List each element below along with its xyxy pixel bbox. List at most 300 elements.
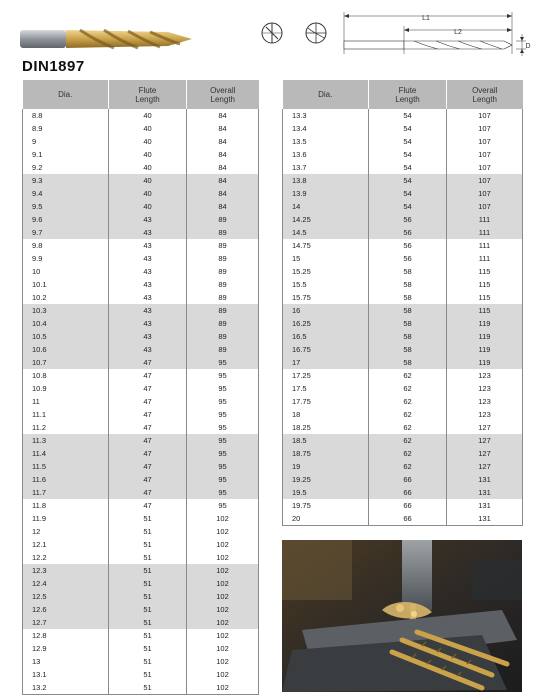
- drill-end-view-icon: [258, 18, 338, 48]
- dia-cell: 9.4: [23, 187, 109, 200]
- overall-length-cell: 119: [447, 356, 523, 369]
- flute-length-cell: 51: [109, 681, 187, 695]
- table-row: [23, 317, 259, 330]
- table-row: [23, 252, 259, 265]
- flute-length-cell: 47: [109, 499, 187, 512]
- dia-cell: 10.8: [32, 371, 47, 380]
- overall-length-cell: 111: [447, 213, 523, 226]
- overall-length-cell: 107: [447, 174, 523, 187]
- dia-cell: 11.3: [23, 434, 109, 447]
- dia-cell: 18.5: [283, 434, 369, 447]
- table-row: [23, 122, 259, 135]
- table-row: [23, 395, 259, 408]
- flute-length-cell: 43: [109, 252, 187, 265]
- flute-length-cell: 54: [369, 174, 447, 187]
- table-row: [23, 109, 259, 122]
- flute-length-cell: 62: [369, 447, 447, 460]
- overall-length-cell: 131: [447, 473, 523, 486]
- flute-length-cell: 40: [109, 200, 187, 213]
- dia-cell: 16.5: [283, 330, 369, 343]
- dia-cell: 10: [32, 267, 41, 276]
- dia-cell: 13.4: [292, 124, 307, 133]
- dia-cell: 9.8: [32, 241, 43, 250]
- table-row: [23, 239, 259, 252]
- overall-length-cell: 107: [447, 135, 523, 148]
- flute-length-cell: 62: [369, 460, 447, 473]
- flute-length-cell: 47: [109, 434, 187, 447]
- dia-cell: 15: [292, 254, 301, 263]
- flute-length-cell: 51: [109, 655, 187, 668]
- table-row: [283, 291, 523, 304]
- overall-length-cell: 89: [187, 226, 259, 239]
- dia-cell: 19.75: [292, 501, 311, 510]
- dia-cell: 9.1: [32, 150, 43, 159]
- table-row: [23, 681, 259, 695]
- overall-length-cell: 127: [447, 447, 523, 460]
- dia-cell: 13.5: [292, 137, 307, 146]
- table-row: [283, 434, 523, 447]
- right-spec-table: [282, 80, 523, 526]
- table-row: [23, 564, 259, 577]
- table-row: [283, 408, 523, 421]
- table-row: [283, 356, 523, 369]
- table-row: [23, 525, 259, 538]
- machining-photo: [282, 540, 522, 692]
- flute-length-cell: 58: [369, 304, 447, 317]
- overall-length-cell: 119: [447, 343, 523, 356]
- dimension-l1-label: L1: [422, 15, 430, 22]
- dia-cell: 9.9: [32, 254, 43, 263]
- table-row: [23, 382, 259, 395]
- flute-length-cell: 47: [109, 369, 187, 382]
- flute-length-cell: 40: [109, 174, 187, 187]
- overall-length-cell: 102: [187, 655, 259, 668]
- overall-length-cell: 123: [447, 369, 523, 382]
- table-row: [23, 486, 259, 499]
- table-row: [23, 213, 259, 226]
- flute-length-cell: 66: [369, 486, 447, 499]
- flute-length-cell: 51: [109, 642, 187, 655]
- overall-length-cell: 111: [447, 252, 523, 265]
- flute-length-cell: 66: [369, 512, 447, 526]
- overall-length-cell: 115: [447, 265, 523, 278]
- column-header-dia: Dia.: [23, 80, 109, 109]
- table-row: [283, 239, 523, 252]
- flute-length-cell: 56: [369, 239, 447, 252]
- dia-cell: 8.9: [32, 124, 43, 133]
- flute-length-cell: 58: [369, 330, 447, 343]
- table-row: [23, 343, 259, 356]
- table-row: [23, 473, 259, 486]
- overall-length-cell: 102: [187, 512, 259, 525]
- overall-length-cell: 107: [447, 122, 523, 135]
- dia-cell: 12.8: [32, 631, 47, 640]
- flute-length-cell: 43: [109, 226, 187, 239]
- table-row: [23, 447, 259, 460]
- table-row: [283, 200, 523, 213]
- dia-cell: 13.7: [292, 163, 307, 172]
- overall-length-cell: 107: [447, 187, 523, 200]
- table-row: [23, 174, 259, 187]
- overall-length-cell: 89: [187, 252, 259, 265]
- dia-cell: 12.9: [32, 644, 47, 653]
- column-header-flute-length: Flute Length: [109, 80, 187, 109]
- flute-length-cell: 54: [369, 187, 447, 200]
- table-row: [283, 317, 523, 330]
- dia-cell: 12.1: [32, 540, 47, 549]
- flute-length-cell: 54: [369, 122, 447, 135]
- flute-length-cell: 62: [369, 434, 447, 447]
- flute-length-cell: 51: [109, 603, 187, 616]
- overall-length-cell: 89: [187, 304, 259, 317]
- overall-length-cell: 102: [187, 590, 259, 603]
- table-row: [23, 330, 259, 343]
- flute-length-cell: 51: [109, 577, 187, 590]
- dia-cell: 19: [283, 460, 369, 473]
- flute-length-cell: 62: [369, 369, 447, 382]
- dia-cell: 18.75: [283, 447, 369, 460]
- flute-length-cell: 40: [109, 122, 187, 135]
- table-row: [23, 616, 259, 629]
- flute-length-cell: 58: [369, 343, 447, 356]
- flute-length-cell: 56: [369, 252, 447, 265]
- drill-bit-illustration: [18, 26, 198, 52]
- dia-cell: 13.8: [283, 174, 369, 187]
- overall-length-cell: 102: [187, 564, 259, 577]
- table-row: [23, 642, 259, 655]
- dia-cell: 10.1: [32, 280, 47, 289]
- overall-length-cell: 115: [447, 291, 523, 304]
- overall-length-cell: 84: [187, 135, 259, 148]
- dia-cell: 8.8: [32, 111, 43, 120]
- flute-length-cell: 43: [109, 304, 187, 317]
- overall-length-cell: 84: [187, 187, 259, 200]
- flute-length-cell: 58: [369, 291, 447, 304]
- dia-cell: 11: [32, 397, 40, 406]
- overall-length-cell: 95: [187, 356, 259, 369]
- dia-cell: 10.9: [32, 384, 47, 393]
- overall-length-cell: 89: [187, 278, 259, 291]
- table-row: [23, 161, 259, 174]
- overall-length-cell: 127: [447, 421, 523, 434]
- dia-cell: 18.25: [292, 423, 311, 432]
- table-row: [23, 291, 259, 304]
- flute-length-cell: 51: [109, 564, 187, 577]
- flute-length-cell: 43: [109, 343, 187, 356]
- dia-cell: 12.7: [23, 616, 109, 629]
- dia-cell: 10.6: [23, 343, 109, 356]
- dia-cell: 13.3: [292, 111, 307, 120]
- overall-length-cell: 127: [447, 434, 523, 447]
- flute-length-cell: 43: [109, 213, 187, 226]
- dia-cell: 17.25: [292, 371, 311, 380]
- column-header-dia: Dia.: [283, 80, 369, 109]
- column-header-overall-length: Overall Length: [447, 80, 523, 109]
- flute-length-cell: 51: [109, 668, 187, 681]
- dia-cell: 11.4: [23, 447, 109, 460]
- dia-cell: 15.75: [292, 293, 311, 302]
- flute-length-cell: 40: [109, 135, 187, 148]
- flute-length-cell: 58: [369, 356, 447, 369]
- overall-length-cell: 119: [447, 317, 523, 330]
- overall-length-cell: 84: [187, 161, 259, 174]
- table-row: [283, 460, 523, 473]
- overall-length-cell: 95: [187, 447, 259, 460]
- table-row: [23, 590, 259, 603]
- table-row: [283, 421, 523, 434]
- dia-cell: 10.3: [23, 304, 109, 317]
- dia-cell: 9.2: [32, 163, 43, 172]
- dimension-d-label: D: [525, 43, 531, 50]
- flute-length-cell: 43: [109, 291, 187, 304]
- overall-length-cell: 95: [187, 408, 259, 421]
- overall-length-cell: 102: [187, 616, 259, 629]
- overall-length-cell: 115: [447, 304, 523, 317]
- overall-length-cell: 102: [187, 538, 259, 551]
- dia-cell: 14.5: [283, 226, 369, 239]
- dia-cell: 16.25: [283, 317, 369, 330]
- flute-length-cell: 51: [109, 616, 187, 629]
- overall-length-cell: 84: [187, 148, 259, 161]
- flute-length-cell: 43: [109, 239, 187, 252]
- table-row: [23, 304, 259, 317]
- table-row: [283, 161, 523, 174]
- overall-length-cell: 95: [187, 473, 259, 486]
- overall-length-cell: 131: [447, 499, 523, 512]
- flute-length-cell: 43: [109, 265, 187, 278]
- dia-cell: 16: [283, 304, 369, 317]
- overall-length-cell: 89: [187, 343, 259, 356]
- overall-length-cell: 95: [187, 395, 259, 408]
- overall-length-cell: 111: [447, 226, 523, 239]
- dia-cell: 12.6: [23, 603, 109, 616]
- table-row: [283, 226, 523, 239]
- dia-cell: 13: [32, 657, 41, 666]
- table-row: [283, 252, 523, 265]
- column-header-overall-length: Overall Length: [187, 80, 259, 109]
- flute-length-cell: 58: [369, 265, 447, 278]
- flute-length-cell: 51: [109, 551, 187, 564]
- page-title: DIN1897: [22, 58, 85, 75]
- flute-length-cell: 51: [109, 590, 187, 603]
- flute-length-cell: 66: [369, 499, 447, 512]
- table-row: [23, 603, 259, 616]
- table-row: [283, 187, 523, 200]
- flute-length-cell: 47: [109, 421, 187, 434]
- overall-length-cell: 123: [447, 382, 523, 395]
- dia-cell: 12.5: [23, 590, 109, 603]
- dia-cell: 13.2: [32, 683, 47, 692]
- overall-length-cell: 102: [187, 668, 259, 681]
- table-row: [283, 174, 523, 187]
- flute-length-cell: 47: [109, 486, 187, 499]
- flute-length-cell: 51: [109, 512, 187, 525]
- dimension-l2-label: L2: [454, 29, 462, 36]
- table-row: [23, 629, 259, 642]
- flute-length-cell: 62: [369, 382, 447, 395]
- overall-length-cell: 84: [187, 109, 259, 122]
- table-row: [23, 135, 259, 148]
- dia-cell: 15.5: [292, 280, 307, 289]
- dia-cell: 19.5: [283, 486, 369, 499]
- overall-length-cell: 102: [187, 681, 259, 695]
- table-header-row: [283, 80, 523, 109]
- dia-cell: 14.75: [292, 241, 311, 250]
- dia-cell: 9.7: [23, 226, 109, 239]
- dia-cell: 11.5: [23, 460, 109, 473]
- dia-cell: 9.6: [23, 213, 109, 226]
- dia-cell: 11.8: [32, 501, 47, 510]
- overall-length-cell: 127: [447, 460, 523, 473]
- table-row: [283, 330, 523, 343]
- table-row: [283, 486, 523, 499]
- dia-cell: 10.4: [23, 317, 109, 330]
- dia-cell: 10.2: [32, 293, 47, 302]
- dia-cell: 17: [283, 356, 369, 369]
- dia-cell: 12.3: [23, 564, 109, 577]
- overall-length-cell: 95: [187, 499, 259, 512]
- overall-length-cell: 89: [187, 265, 259, 278]
- table-row: [23, 538, 259, 551]
- flute-length-cell: 56: [369, 226, 447, 239]
- flute-length-cell: 51: [109, 538, 187, 551]
- overall-length-cell: 102: [187, 603, 259, 616]
- flute-length-cell: 40: [109, 109, 187, 122]
- flute-length-cell: 51: [109, 525, 187, 538]
- flute-length-cell: 58: [369, 278, 447, 291]
- table-row: [283, 304, 523, 317]
- table-row: [283, 135, 523, 148]
- dia-cell: 14.25: [283, 213, 369, 226]
- dia-cell: 17.5: [292, 384, 307, 393]
- table-row: [23, 512, 259, 525]
- overall-length-cell: 89: [187, 291, 259, 304]
- table-row: [23, 499, 259, 512]
- table-row: [23, 278, 259, 291]
- dia-cell: 9.3: [23, 174, 109, 187]
- table-row: [23, 148, 259, 161]
- flute-length-cell: 43: [109, 278, 187, 291]
- dia-cell: 15.25: [292, 267, 311, 276]
- dia-cell: 11.6: [23, 473, 109, 486]
- table-row: [23, 356, 259, 369]
- table-row: [283, 447, 523, 460]
- flute-length-cell: 62: [369, 421, 447, 434]
- overall-length-cell: 95: [187, 382, 259, 395]
- dia-cell: 11.9: [32, 514, 47, 523]
- table-row: [283, 369, 523, 382]
- overall-length-cell: 123: [447, 408, 523, 421]
- table-header-row: [23, 80, 259, 109]
- flute-length-cell: 58: [369, 317, 447, 330]
- flute-length-cell: 47: [109, 473, 187, 486]
- overall-length-cell: 95: [187, 460, 259, 473]
- flute-length-cell: 54: [369, 148, 447, 161]
- table-row: [283, 382, 523, 395]
- table-row: [283, 343, 523, 356]
- overall-length-cell: 107: [447, 161, 523, 174]
- overall-length-cell: 131: [447, 512, 523, 526]
- dia-cell: 11.7: [23, 486, 109, 499]
- dia-cell: 16.75: [283, 343, 369, 356]
- table-row: [23, 655, 259, 668]
- overall-length-cell: 89: [187, 317, 259, 330]
- overall-length-cell: 102: [187, 629, 259, 642]
- table-row: [23, 200, 259, 213]
- dimension-diagram: [340, 8, 532, 64]
- dia-cell: 13.1: [32, 670, 47, 679]
- table-row: [23, 369, 259, 382]
- flute-length-cell: 62: [369, 395, 447, 408]
- overall-length-cell: 89: [187, 239, 259, 252]
- overall-length-cell: 119: [447, 330, 523, 343]
- dia-cell: 10.7: [23, 356, 109, 369]
- flute-length-cell: 51: [109, 629, 187, 642]
- dia-cell: 12.4: [23, 577, 109, 590]
- table-row: [23, 408, 259, 421]
- table-row: [23, 551, 259, 564]
- overall-length-cell: 84: [187, 174, 259, 187]
- overall-length-cell: 95: [187, 369, 259, 382]
- table-row: [283, 122, 523, 135]
- flute-length-cell: 47: [109, 356, 187, 369]
- left-spec-table: [22, 80, 259, 695]
- dia-cell: 20: [292, 514, 301, 523]
- overall-length-cell: 115: [447, 278, 523, 291]
- table-row: [23, 577, 259, 590]
- flute-length-cell: 56: [369, 213, 447, 226]
- flute-length-cell: 54: [369, 200, 447, 213]
- overall-length-cell: 107: [447, 109, 523, 122]
- flute-length-cell: 66: [369, 473, 447, 486]
- table-row: [283, 473, 523, 486]
- table-row: [283, 499, 523, 512]
- dia-cell: 13.6: [292, 150, 307, 159]
- table-row: [283, 395, 523, 408]
- dia-cell: 11.2: [32, 423, 47, 432]
- overall-length-cell: 84: [187, 200, 259, 213]
- flute-length-cell: 43: [109, 330, 187, 343]
- overall-length-cell: 95: [187, 434, 259, 447]
- overall-length-cell: 102: [187, 525, 259, 538]
- overall-length-cell: 102: [187, 642, 259, 655]
- table-row: [23, 187, 259, 200]
- overall-length-cell: 89: [187, 330, 259, 343]
- table-row: [283, 213, 523, 226]
- flute-length-cell: 54: [369, 161, 447, 174]
- table-row: [23, 460, 259, 473]
- flute-length-cell: 47: [109, 460, 187, 473]
- flute-length-cell: 47: [109, 395, 187, 408]
- dia-cell: 10.5: [23, 330, 109, 343]
- table-row: [283, 278, 523, 291]
- table-row: [23, 421, 259, 434]
- overall-length-cell: 95: [187, 486, 259, 499]
- overall-length-cell: 102: [187, 577, 259, 590]
- dia-cell: 9: [32, 137, 37, 146]
- dia-cell: 19.25: [283, 473, 369, 486]
- flute-length-cell: 40: [109, 161, 187, 174]
- overall-length-cell: 107: [447, 148, 523, 161]
- table-row: [283, 109, 523, 122]
- overall-length-cell: 107: [447, 200, 523, 213]
- table-row: [23, 226, 259, 239]
- flute-length-cell: 40: [109, 187, 187, 200]
- flute-length-cell: 54: [369, 135, 447, 148]
- dia-cell: 18: [292, 410, 301, 419]
- flute-length-cell: 62: [369, 408, 447, 421]
- overall-length-cell: 123: [447, 395, 523, 408]
